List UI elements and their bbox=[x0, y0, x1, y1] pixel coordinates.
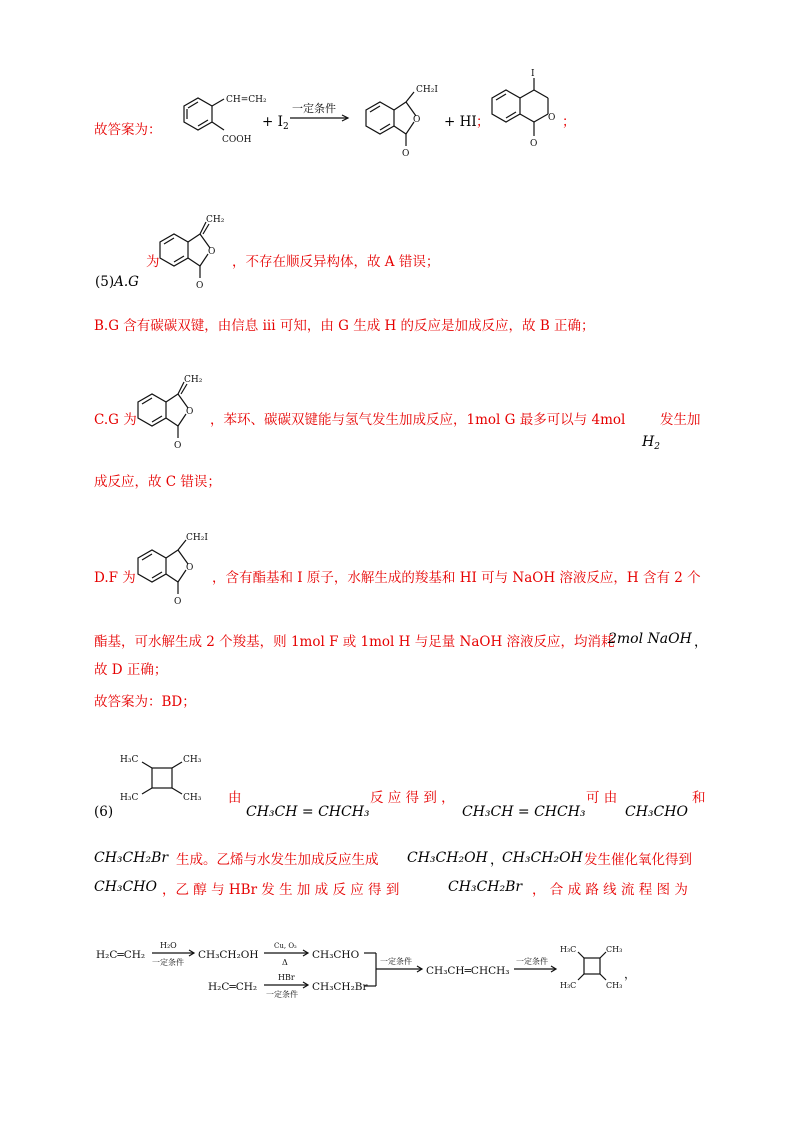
q6-keyou: 可 由 bbox=[586, 790, 618, 806]
synthesis-route bbox=[96, 936, 656, 1006]
flow-cu-o2: Cu, O₂ bbox=[274, 942, 297, 950]
reactant-vinyl-label: CH=CH₂ bbox=[226, 95, 267, 105]
alt-ring-o-label: O bbox=[548, 113, 556, 123]
reactant-structure bbox=[160, 88, 270, 158]
h2-math: $H_2$ bbox=[642, 434, 660, 452]
flow-cond-3: 一定条件 bbox=[380, 957, 412, 966]
q5-d-text2: 酯基，可水解生成 2 个羧基，则 1mol F 或 1mol H 与足量 NaOH 溶液反应，均消耗 bbox=[94, 634, 615, 650]
flow-acetaldehyde: CH₃CHO bbox=[312, 949, 360, 961]
q5-d-text: ，含有酯基和 I 原子，水解生成的羧基和 HI 可与 NaOH 溶液反应，H 含有 2 个 bbox=[212, 570, 701, 586]
flow-m4: CH₃ bbox=[606, 981, 623, 990]
product-ring-o-label: O bbox=[413, 115, 421, 125]
plus-i2: + $I_2$ bbox=[262, 114, 289, 132]
q6-ethanol-1: CH₃CH₂OH bbox=[407, 850, 488, 866]
condition-label-1: 一定条件 bbox=[292, 102, 336, 115]
g-c-ring-o-label: O bbox=[186, 407, 194, 417]
q6-l2-comma: ， bbox=[490, 852, 504, 868]
f-ring-o-label: O bbox=[186, 563, 194, 573]
q6-l2-text1: 生成。乙烯与水发生加成反应生成 bbox=[176, 852, 379, 868]
q6-ch3-b: CH₃ bbox=[183, 755, 202, 765]
q5-b-text: B.G 含有碳碳双键，由信息 iii 可知，由 G 生成 H 的反应是加成反应，故 B 正确； bbox=[94, 318, 595, 334]
q6-you: 由 bbox=[228, 790, 242, 806]
q6-label: (6) bbox=[94, 804, 114, 820]
answer-label-1: 故答案为： bbox=[94, 122, 162, 138]
reaction-arrow-1 bbox=[288, 100, 358, 130]
alt-carbonyl-o-label: O bbox=[530, 139, 538, 149]
q5-label: (5)A.G bbox=[95, 274, 139, 290]
flow-ethanol: CH₃CH₂OH bbox=[198, 949, 259, 961]
naoh-math: 2mol NaOH bbox=[608, 631, 692, 647]
g-c-ch2-label: CH₂ bbox=[184, 375, 203, 385]
q6-butene-1: CH₃CH = CHCH₃ bbox=[246, 804, 370, 820]
q5-d-text3: 故 D 正确； bbox=[94, 662, 168, 678]
f-carbonyl-o-label: O bbox=[174, 597, 182, 607]
q5-answer: 故答案为：BD； bbox=[94, 694, 196, 710]
f-ch2i-label: CH₂I bbox=[186, 533, 208, 543]
q5-wei: 为 bbox=[146, 254, 160, 270]
alt-i-label: I bbox=[531, 69, 535, 79]
product-carbonyl-o-label: O bbox=[402, 149, 410, 159]
reactant-acid-label: COOH bbox=[222, 135, 252, 145]
flow-ethylene-1: H₂C═CH₂ bbox=[96, 949, 146, 961]
q6-fanying: 反 应 得 到 ， bbox=[370, 790, 455, 806]
q5-c-prefix: C.G 为 bbox=[94, 412, 137, 428]
q6-ethanol-2: CH₃CH₂OH bbox=[502, 850, 583, 866]
q6-ch3-d: CH₃ bbox=[183, 793, 202, 803]
semicolon-2: ； bbox=[562, 114, 576, 130]
semicolon-1: ； bbox=[476, 114, 490, 130]
q5-c-text2: 成反应，故 C 错误； bbox=[94, 474, 221, 490]
q6-bromoethane: CH₃CH₂Br bbox=[94, 850, 169, 866]
q5-c-text: ，苯环、碳碳双键能与氢气发生加成反应，1mol G 最多可以与 4mol bbox=[210, 412, 626, 428]
flow-hbr: HBr bbox=[278, 973, 295, 982]
q6-butene-2: CH₃CH = CHCH₃ bbox=[462, 804, 586, 820]
flow-bromoethane: CH₃CH₂Br bbox=[312, 981, 368, 993]
q6-l2-text2: 发生催化氧化得到 bbox=[584, 852, 692, 868]
flow-cond-1: 一定条件 bbox=[152, 958, 184, 967]
flow-m2: CH₃ bbox=[606, 945, 623, 954]
q5-c-tail: 发生加 bbox=[660, 412, 701, 428]
tetramethylcyclobutane-structure bbox=[116, 748, 216, 812]
q5-a-text: ，不存在顺反异构体，故 A 错误； bbox=[232, 254, 440, 270]
flow-butene: CH₃CH═CHCH₃ bbox=[426, 965, 510, 977]
q6-acetaldehyde-2: CH₃CHO bbox=[94, 879, 157, 895]
flow-h2o: H₂O bbox=[160, 941, 177, 950]
q6-l3-text2: ， 合 成 路 线 流 程 图 为 bbox=[532, 882, 688, 898]
flow-end: ， bbox=[624, 967, 637, 981]
g-a-ring-o-label: O bbox=[208, 247, 216, 257]
flow-cond-2: 一定条件 bbox=[266, 990, 298, 999]
flow-ethylene-2: H₂C═CH₂ bbox=[208, 981, 258, 993]
q6-acetaldehyde: CH₃CHO bbox=[625, 804, 688, 820]
g-a-ch2-label: CH₂ bbox=[206, 215, 225, 225]
q5-d-prefix: D.F 为 bbox=[94, 570, 136, 586]
g-a-carbonyl-o-label: O bbox=[196, 281, 204, 291]
g-c-carbonyl-o-label: O bbox=[174, 441, 182, 451]
q6-he: 和 bbox=[692, 790, 706, 806]
q6-ch3-a: H₃C bbox=[120, 755, 139, 765]
product-ch2i-label: CH₂I bbox=[416, 85, 438, 95]
q6-ch3-c: H₃C bbox=[120, 793, 139, 803]
naoh-comma: ， bbox=[694, 634, 708, 650]
product-structure bbox=[356, 80, 446, 160]
plus-hi: + HI bbox=[444, 114, 477, 130]
flow-m1: H₃C bbox=[560, 945, 577, 954]
q6-bromoethane-2: CH₃CH₂Br bbox=[448, 879, 523, 895]
q6-l3-text1: ，乙 醇 与 HBr 发 生 加 成 反 应 得 到 bbox=[162, 882, 400, 898]
flow-m3: H₃C bbox=[560, 981, 577, 990]
flow-cond-4: 一定条件 bbox=[516, 957, 548, 966]
flow-delta: Δ bbox=[282, 958, 288, 967]
